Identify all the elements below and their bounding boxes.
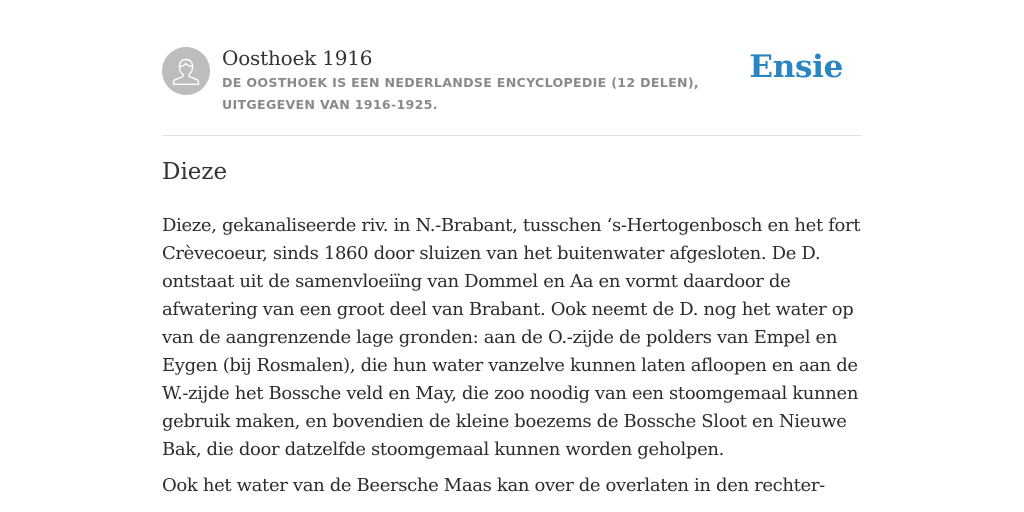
article-title: Dieze <box>162 159 228 185</box>
brand-logo[interactable]: Ensie <box>749 49 843 85</box>
user-silhouette-icon <box>162 47 210 95</box>
source-avatar[interactable] <box>162 47 210 95</box>
page <box>162 0 862 496</box>
article-paragraph: Ook het water van de Beersche Maas kan over de overlaten in den rechter- <box>162 475 825 496</box>
article-paragraph: Dieze, gekanaliseerde riv. in N.-Brabant, tusschen ‘s-Hertogenbosch en het fort Crèvecoeur, sinds 1860 door sluizen van het buitenwater afgesloten. De D. ontstaat uit de samenvloeiïng van Dommel en Aa en vormt daardoor de afwatering van een groot deel van Brabant. Ook neemt de D. nog het water op van de aangrenzende lage gronden: aan de O.-zijde de polders van Empel en Eygen (bij Rosmalen), die hun water vanzelve kunnen laten afloopen en aan de W.-zijde het Bossche veld en May, die zoo noodig van een stoomgemaal kunnen gebruik maken, en bovendien de kleine boezems de Bossche Sloot en Nieuwe Bak, die door datzelfde stoomgemaal kunnen worden geholpen. <box>162 215 861 460</box>
source-header <box>162 0 862 136</box>
source-title[interactable]: Oosthoek 1916 <box>222 46 373 70</box>
article-body <box>162 212 862 508</box>
source-description: DE OOSTHOEK IS EEN NEDERLANDSE ENCYCLOPEDIE (12 DELEN), UITGEGEVEN VAN 1916-1925. <box>222 75 699 112</box>
